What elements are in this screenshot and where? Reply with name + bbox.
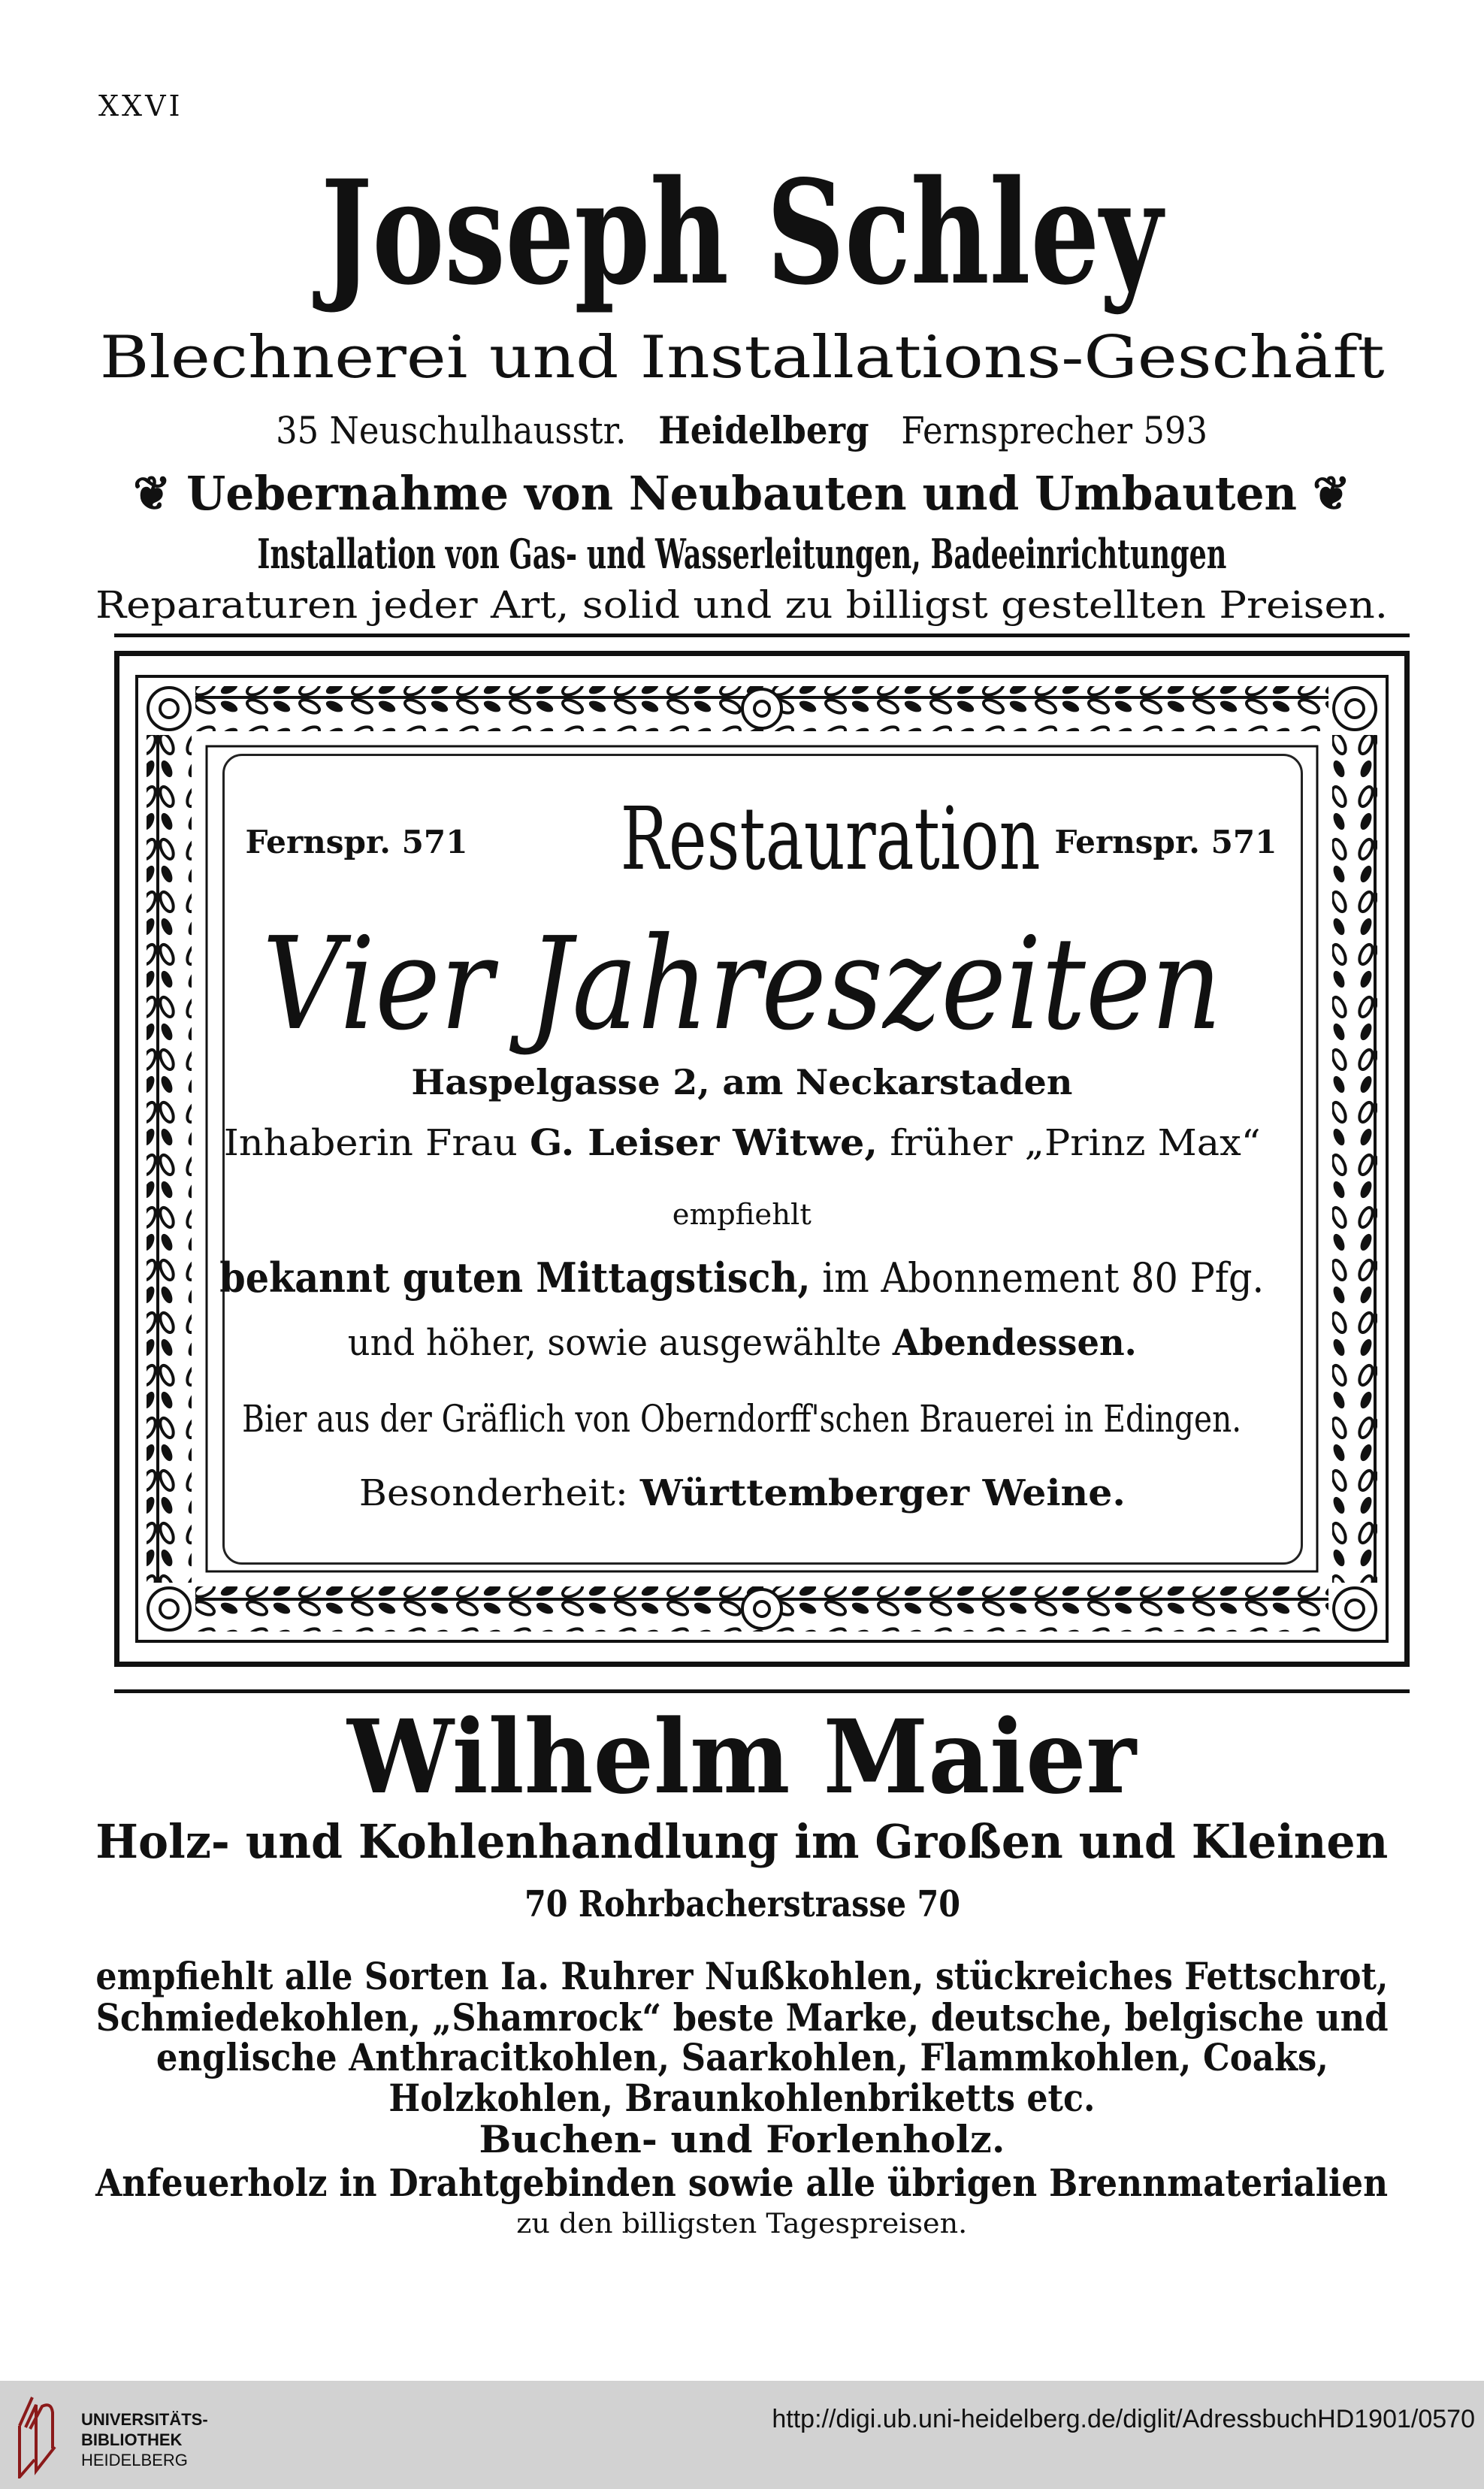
logo-line2: BIBLIOTHEK [81, 2430, 183, 2449]
divider [114, 634, 1410, 637]
schley-line3: Reparaturen jeder Art, solid und zu billigst gestellten Preisen. [95, 583, 1389, 627]
maier-title: Wilhelm Maier [347, 1697, 1137, 1816]
lunch-bold: bekannt guten Mittagstisch, [219, 1254, 811, 1302]
maier-subtitle: Holz- und Kohlenhandlung im Großen und Kleinen [95, 1814, 1389, 1869]
dinner-prefix: und höher, sowie ausgewählte [347, 1322, 881, 1364]
owner-suffix: früher „Prinz Max“ [890, 1122, 1261, 1164]
restaurant-special-line [358, 1472, 1126, 1514]
page-number: XXVI [98, 89, 183, 122]
maier-line: Holzkohlen, Braunkohlenbriketts etc. [388, 2076, 1096, 2120]
logo-line1: UNIVERSITÄTS- [81, 2410, 208, 2429]
restaurant-address: Haspelgasse 2, am Neckarstaden [411, 1062, 1073, 1102]
maier-address: 70 Rohrbacherstrasse 70 [524, 1883, 960, 1925]
library-logo-icon [14, 2396, 74, 2478]
schley-city: Heidelberg [658, 408, 869, 452]
schley-address: 35 Neuschulhausstr. [276, 409, 627, 452]
restaurant-phone-left: Fernspr. 571 [245, 824, 468, 860]
maier-line: empfiehlt alle Sorten Ia. Ruhrer Nußkohlen, stückreiches Fettschrot, [95, 1954, 1389, 1998]
maier-line: Buchen- und Forlenholz. [479, 2117, 1005, 2161]
special-prefix: Besonderheit: [358, 1472, 628, 1514]
schley-title: Joseph Schley [321, 149, 1163, 316]
restaurant-phone-right: Fernspr. 571 [1054, 824, 1277, 860]
maier-line: zu den billigsten Tagespreisen. [516, 2209, 968, 2239]
restaurant-recommends: empfiehlt [672, 1198, 812, 1231]
schley-subtitle: Blechnerei und Installations-Geschäft [99, 324, 1385, 392]
footer-bar [0, 2381, 1484, 2489]
special: Württemberger Weine. [639, 1472, 1126, 1514]
source-url-link[interactable]: http://digi.ub.uni-heidelberg.de/diglit/AdressbuchHD1901/0570 [772, 2405, 1475, 2433]
schley-phone: Fernsprecher 593 [901, 409, 1208, 452]
ornament-left-icon: ❦ [133, 466, 171, 521]
restaurant-owner-line [223, 1122, 1261, 1164]
maier-line: Schmiedekohlen, „Shamrock“ beste Marke, deutsche, belgische und [95, 1995, 1389, 2040]
restaurant-lunch-line [219, 1254, 1265, 1302]
owner-name: G. Leiser Witwe, [529, 1122, 878, 1164]
schley-line2: Installation von Gas- und Wasserleitungen, Badeeinrichtungen [257, 530, 1227, 578]
maier-line: englische Anthracitkohlen, Saarkohlen, Flammkohlen, Coaks, [156, 2035, 1328, 2079]
restaurant-heading: Restauration [620, 789, 1041, 890]
schley-contact-line [276, 408, 1208, 452]
ornament-right-icon: ❦ [1313, 466, 1351, 521]
schley-line1-wrap [133, 466, 1351, 521]
dinner-bold: Abendessen. [892, 1322, 1137, 1364]
maier-line: Anfeuerholz in Drahtgebinden sowie alle übrigen Brennmaterialien [95, 2161, 1389, 2205]
restaurant-dinner-line [347, 1322, 1137, 1364]
lunch-rest: im Abonnement 80 Pfg. [822, 1254, 1265, 1302]
restaurant-name: Vier Jahreszeiten [261, 910, 1222, 1059]
restaurant-beer: Bier aus der Gräflich von Oberndorff'schen Brauerei in Edingen. [242, 1397, 1242, 1441]
owner-prefix: Inhaberin Frau [223, 1122, 518, 1164]
divider [114, 1689, 1410, 1693]
logo-line3: HEIDELBERG [81, 2451, 188, 2469]
schley-line1: Uebernahme von Neubauten und Umbauten [186, 466, 1298, 521]
